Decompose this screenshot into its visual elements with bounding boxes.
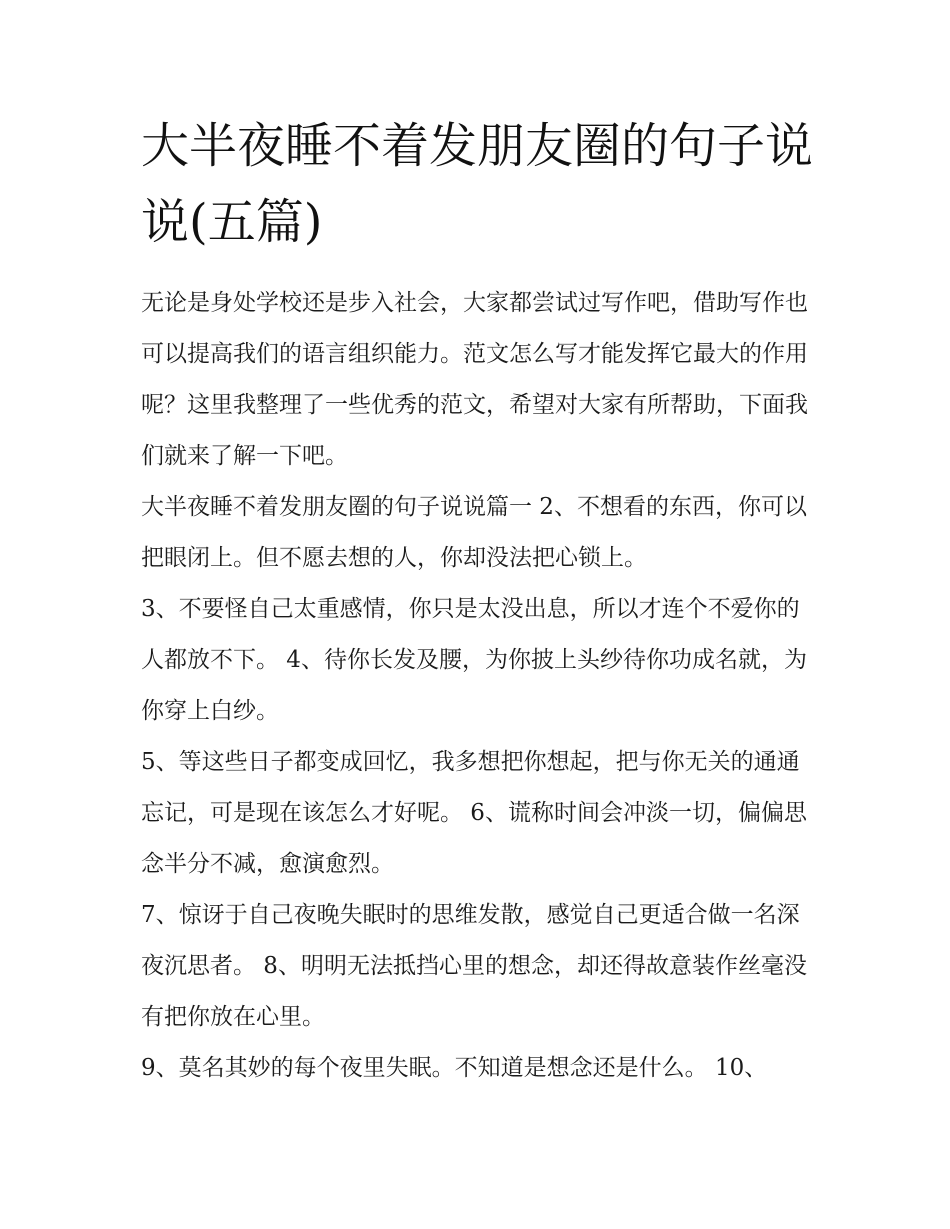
document-title: 大半夜睡不着发朋友圈的句子说说(五篇) [141,118,814,250]
paragraph-5: 9、莫名其妙的每个夜里失眠。不知道是想念还是什么。 10、 [141,1055,768,1081]
document-body [141,108,817,1094]
paragraph-intro: 无论是身处学校还是步入社会，大家都尝试过写作吧，借助写作也可以提高我们的语言组织能力。范文怎么写才能发挥它最大的作用呢？这里我整理了一些优秀的范文，希望对大家有所帮助，下面我们就来了解一下吧。 [141,290,808,469]
paragraph-3: 5、等这些日子都变成回忆，我多想把你想起，把与你无关的通通忘记，可是现在该怎么才好呢。 6、谎称时间会冲淡一切，偏偏思念半分不减，愈演愈烈。 [141,749,807,877]
paragraph-1: 大半夜睡不着发朋友圈的句子说说篇一 2、不想看的东西，你可以把眼闭上。但不愿去想的人，你却没法把心锁上。 [141,494,807,571]
paragraph-2: 3、不要怪自己太重感情，你只是太没出息，所以才连个不爱你的人都放不下。 4、待你长发及腰，为你披上头纱待你功成名就，为你穿上白纱。 [141,596,807,724]
paragraph-4: 7、惊讶于自己夜晚失眠时的思维发散，感觉自己更适合做一名深夜沉思者。 8、明明无法抵挡心里的想念，却还得故意装作丝毫没有把你放在心里。 [141,902,807,1030]
title-spacer [141,260,817,278]
